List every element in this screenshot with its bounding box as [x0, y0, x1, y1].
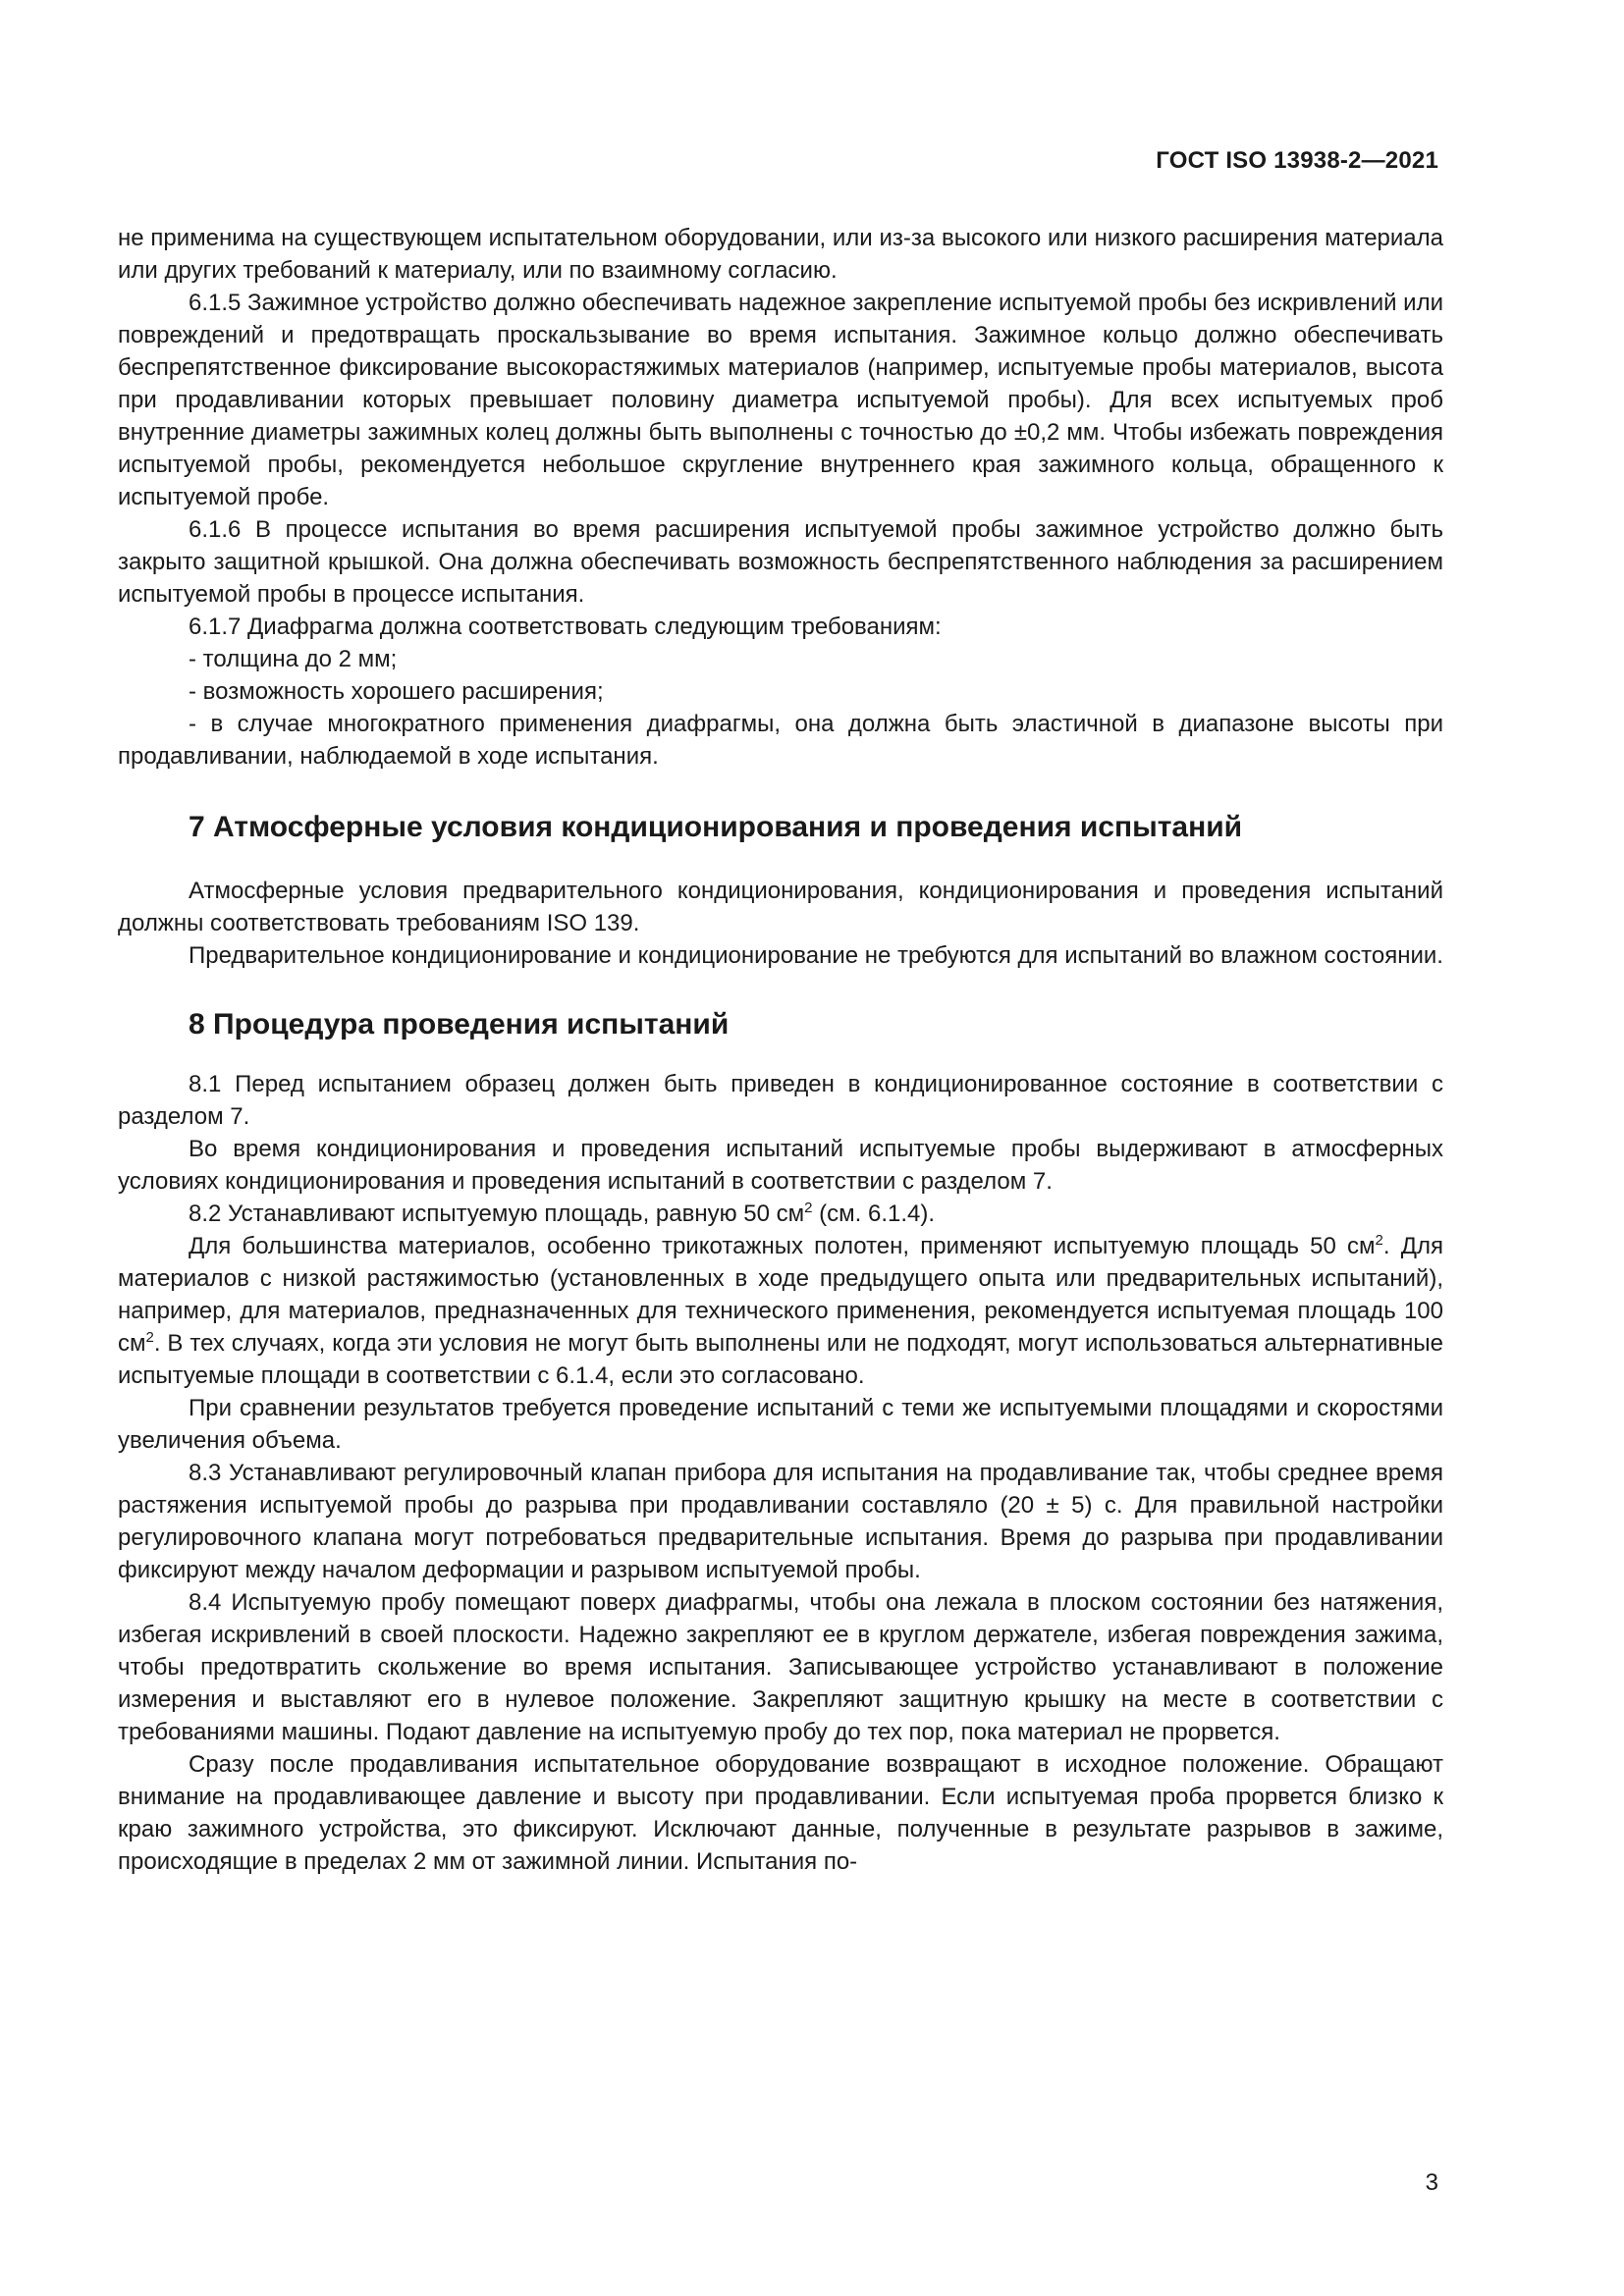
paragraph-8-2-materials-text-b: . Для материалов с низкой растяжимостью (установленных в ходе предыдущего опыта или предварительных испытаний), например, для материалов, предназначенных для технического применения, рекомендуется испытуемая площадь 100 см — [118, 1233, 1443, 1357]
paragraph-8-3: 8.3 Устанавливают регулировочный клапан прибора для испытания на продавливание так, чтобы среднее время растяжения испытуемой пробы до разрыва при продавливании составляло (20 ± 5) с. Для правильной настройки регулировочного клапана могут потребоваться предварительные испытания. Время до разрыва при продавливании фиксируют между началом деформации и разрывом испытуемой пробы. — [118, 1460, 1443, 1583]
paragraph-8-2-materials — [118, 1230, 1443, 1392]
list-item-thickness: - толщина до 2 мм; — [189, 646, 398, 672]
superscript-2: 2 — [145, 1329, 154, 1346]
paragraph-6-1-5: 6.1.5 Зажимное устройство должно обеспечивать надежное закрепление испытуемой пробы без искривлений или повреждений и предотвращать проскальзывание во время испытания. Зажимное кольцо должно обеспечивать беспрепятственное фиксирование высокорастяжимых материалов (например, испытуемые пробы материалов, высота при продавливании которых превышает половину диаметра испытуемой пробы). Для всех испытуемых проб внутренние диаметры зажимных колец должны быть выполнены с точностью до ±0,2 мм. Чтобы избежать повреждения испытуемой пробы, рекомендуется небольшое скругление внутреннего края зажимного кольца, обращенного к испытуемой пробе. — [118, 290, 1443, 510]
paragraph-8-1-conditioning: Во время кондиционирования и проведения испытаний испытуемые пробы выдерживают в атмосферных условиях кондиционирования и проведения испытаний в соответствии с разделом 7. — [118, 1136, 1443, 1195]
paragraph-6-1-7: 6.1.7 Диафрагма должна соответствовать следующим требованиям: — [189, 614, 942, 640]
page-number: 3 — [1425, 2169, 1438, 2196]
paragraph-8-1: 8.1 Перед испытанием образец должен быть приведен в кондиционированное состояние в соответствии с разделом 7. — [118, 1071, 1443, 1130]
paragraph-7-2: Предварительное кондиционирование и кондиционирование не требуются для испытаний во влажном состоянии. — [189, 942, 1443, 969]
paragraph-comparison: При сравнении результатов требуется проведение испытаний с теми же испытуемыми площадями и скоростями увеличения объема. — [118, 1395, 1443, 1454]
list-item-expansion: - возможность хорошего расширения; — [189, 678, 604, 705]
section-7-heading: 7 Атмосферные условия кондиционирования и проведения испытаний — [189, 811, 1243, 843]
paragraph-8-2-materials-text-a: Для большинства материалов, особенно трикотажных полотен, применяют испытуемую площадь 50 см — [189, 1233, 1376, 1259]
section-8-heading: 8 Процедура проведения испытаний — [189, 1008, 730, 1041]
list-item-elasticity: - в случае многократного применения диафрагмы, она должна быть эластичной в диапазоне высоты при продавливании, наблюдаемой в ходе испытания. — [118, 711, 1443, 770]
superscript-2: 2 — [1375, 1232, 1383, 1249]
document-body — [118, 222, 1443, 1878]
paragraph-8-2-text-b: (см. 6.1.4). — [812, 1201, 936, 1227]
paragraph-7-1: Атмосферные условия предварительного кондиционирования, кондиционирования и проведения испытаний должны соответствовать требованиям ISO 139. — [118, 878, 1443, 936]
paragraph-8-2-materials-text-c: . В тех случаях, когда эти условия не могут быть выполнены или не подходят, могут использоваться альтернативные испытуемые площади в соответствии с 6.1.4, если это согласовано. — [118, 1330, 1443, 1389]
paragraph-8-2 — [118, 1198, 1443, 1230]
standard-header: ГОСТ ISO 13938-2—2021 — [1156, 147, 1438, 174]
paragraph-8-4: 8.4 Испытуемую пробу помещают поверх диафрагмы, чтобы она лежала в плоском состоянии без натяжения, избегая искривлений в своей плоскости. Надежно закрепляют ее в круглом держателе, избегая повреждения зажима, чтобы предотвратить скольжение во время испытания. Записывающее устройство устанавливают в положение измерения и выставляют его в нулевое положение. Закрепляют защитную крышку на месте в соответствии с требованиями машины. Подают давление на испытуемую пробу до тех пор, пока материал не прорвется. — [118, 1589, 1443, 1745]
paragraph-8-2-text-a: 8.2 Устанавливают испытуемую площадь, равную 50 см — [189, 1201, 805, 1227]
superscript-2: 2 — [804, 1200, 813, 1216]
paragraph-continuation: не применима на существующем испытательном оборудовании, или из-за высокого или низкого расширения материала или других требований к материалу, или по взаимному согласию. — [118, 225, 1443, 284]
paragraph-after-bursting: Сразу после продавливания испытательное оборудование возвращают в исходное положение. Обращают внимание на продавливающее давление и высоту при продавливании. Если испытуемая проба прорвется близко к краю зажимного устройства, это фиксируют. Исключают данные, полученные в результате разрывов в зажиме, происходящие в пределах 2 мм от зажимной линии. Испытания по- — [118, 1751, 1443, 1875]
paragraph-6-1-6: 6.1.6 В процессе испытания во время расширения испытуемой пробы зажимное устройство должно быть закрыто защитной крышкой. Она должна обеспечивать возможность беспрепятственного наблюдения за расширением испытуемой пробы в процессе испытания. — [118, 516, 1443, 608]
